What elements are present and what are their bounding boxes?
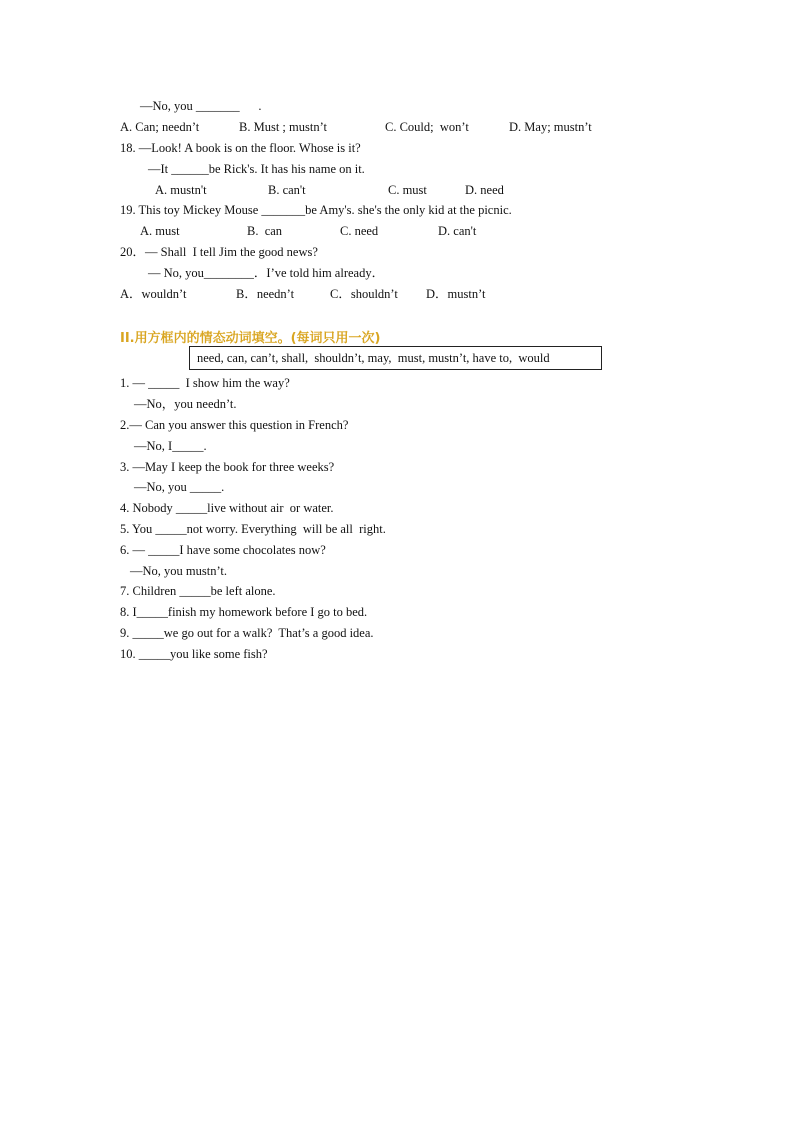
q19-option-a: A. must (140, 224, 180, 238)
fill-line-2: 2.— Can you answer this question in French? (120, 418, 349, 432)
word-bank-box: need, can, can’t, shall, shouldn’t, may, must, mustn’t, have to, would (189, 346, 602, 370)
q20-option-b: B．needn’t (236, 287, 295, 301)
fill-line-8: 8. I_____finish my homework before I go to bed. (120, 605, 368, 619)
q18-option-c: C. must (388, 183, 427, 197)
q19-option-b: B. can (247, 224, 283, 238)
fill-line-3-answer: —No, you _____. (134, 480, 225, 494)
q18-options (155, 182, 555, 198)
q18-question: 18. —Look! A book is on the floor. Whose is it? (120, 141, 361, 155)
q18-option-b: B. can't (268, 183, 306, 197)
q17-option-c: C. Could; won’t (385, 120, 469, 134)
q19-options (140, 223, 540, 239)
section-title: II.用方框内的情态动词填空。(每词只用一次) (120, 331, 381, 346)
fill-line-5: 5. You _____not worry. Everything will be all right. (120, 522, 386, 536)
q19-option-c: C. need (340, 224, 379, 238)
fill-line-9: 9. _____we go out for a walk? That’s a good idea. (120, 626, 374, 640)
fill-line-1: 1. — _____ I show him the way? (120, 376, 290, 390)
fill-line-6: 6. — _____I have some chocolates now? (120, 543, 326, 557)
q20-question: 20．— Shall I tell Jim the good news? (120, 245, 318, 259)
q17-option-b: B. Must ; mustn’t (239, 120, 327, 134)
q18-option-a: A. mustn't (155, 183, 207, 197)
q20-option-d: D．mustn’t (426, 287, 486, 301)
q20-answer-line: — No, you________．I’ve told him already． (148, 266, 385, 280)
fill-line-1-answer: —No，you needn’t. (134, 397, 237, 411)
q18-answer-line: —It ______be Rick's. It has his name on it. (148, 162, 365, 176)
q20-option-c: C．shouldn’t (330, 287, 398, 301)
fill-line-7: 7. Children _____be left alone. (120, 584, 276, 598)
fill-line-6-answer: —No, you mustn’t. (130, 564, 227, 578)
fill-line-2-answer: —No, I_____. (134, 439, 207, 453)
q19-option-d: D. can't (438, 224, 477, 238)
q18-option-d: D. need (465, 183, 504, 197)
fill-line-4: 4. Nobody _____live without air or water. (120, 501, 334, 515)
fill-line-3: 3. —May I keep the book for three weeks? (120, 460, 335, 474)
q20-options (120, 286, 520, 302)
q19-question: 19. This toy Mickey Mouse _______be Amy's. she's the only kid at the picnic. (120, 203, 512, 217)
q17-options (120, 119, 620, 135)
q17-option-d: D. May; mustn’t (509, 120, 592, 134)
q17-answer-line: —No, you _______ . (140, 99, 262, 113)
fill-line-10: 10. _____you like some fish? (120, 647, 268, 661)
q17-option-a: A. Can; needn’t (120, 120, 200, 134)
q20-option-a: A．wouldn’t (120, 287, 187, 301)
